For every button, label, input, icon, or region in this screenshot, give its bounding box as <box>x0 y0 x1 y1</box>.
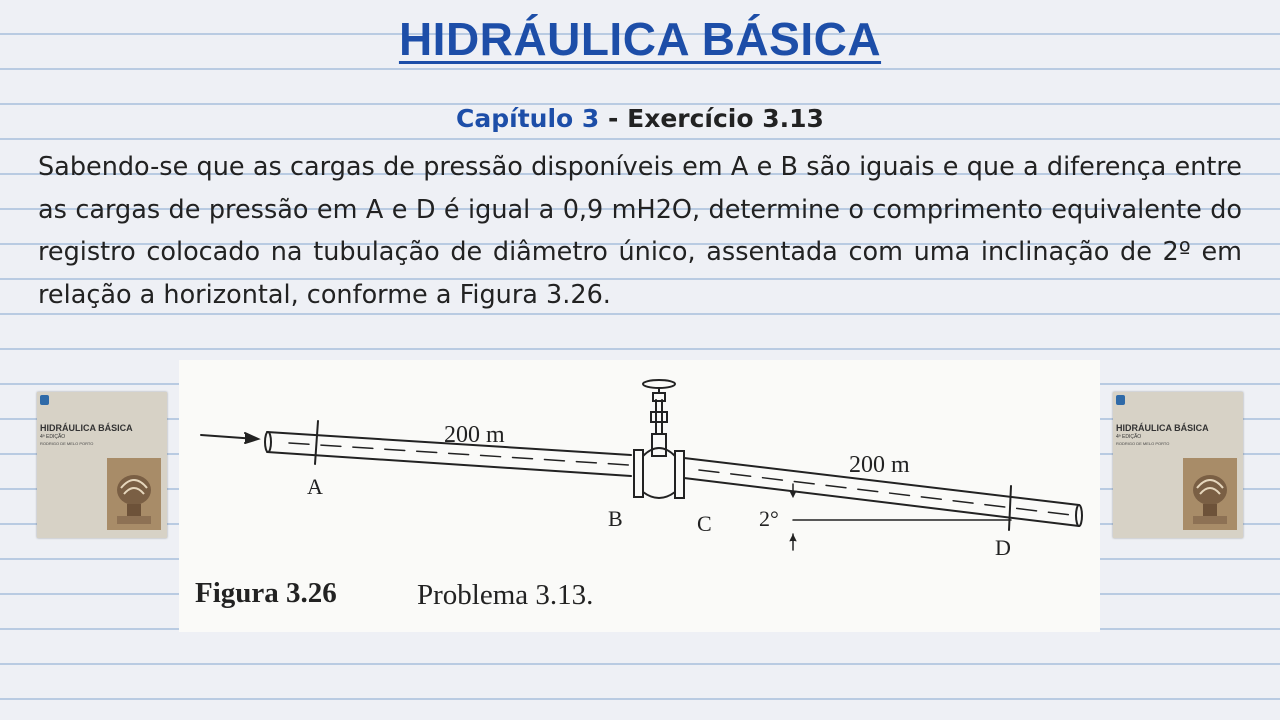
point-d-label: D <box>995 535 1011 560</box>
book-cover-title: HIDRÁULICA BÁSICA <box>1116 423 1209 433</box>
book-cover-left <box>37 392 167 538</box>
point-b-label: B <box>608 506 623 531</box>
book-cover-author: RODRIGO DE MELO PORTO <box>1116 441 1170 446</box>
flange-b <box>634 450 643 497</box>
problem-statement: Sabendo-se que as cargas de pressão disponíveis em A e B são iguais e que a diferença entre as cargas de pressão em A e D é igual a 0,9 mH2O, determine o comprimento equivalente do registro colocado na tubulação de diâmetro único, assentada com uma inclinação de 2º em relação a horizontal, conforme a Figura 3.26. <box>38 152 1242 310</box>
section-d-mark <box>1009 486 1011 530</box>
publisher-logo-icon <box>40 395 49 405</box>
exercise-label: - Exercício 3.13 <box>599 104 824 133</box>
exercise-subtitle <box>0 104 1280 133</box>
book-cover-title: HIDRÁULICA BÁSICA <box>40 423 133 433</box>
book-cover-fountain-image <box>107 458 161 530</box>
section-a-mark <box>315 421 318 464</box>
book-cover-edition: 4ª EDIÇÃO <box>1116 434 1142 440</box>
length-left-label: 200 m <box>444 422 505 448</box>
publisher-logo-icon <box>1116 395 1125 405</box>
arrow-head-icon <box>245 433 258 443</box>
page-title: HIDRÁULICA BÁSICA <box>398 13 882 65</box>
book-cover-author: RODRIGO DE MELO PORTO <box>40 441 94 446</box>
chapter-label: Capítulo 3 <box>456 104 600 133</box>
figure-caption-number: Figura 3.26 <box>195 577 337 609</box>
angle-label: 2° <box>759 506 779 531</box>
point-a-label: A <box>307 474 323 499</box>
figure-caption-problem: Problema 3.13. <box>417 579 594 611</box>
book-cover-right <box>1113 392 1243 538</box>
flange-c <box>675 451 684 498</box>
book-cover-fountain-image <box>1183 458 1237 530</box>
figure-3-26 <box>179 360 1100 632</box>
book-cover-edition: 4ª EDIÇÃO <box>40 434 66 440</box>
length-right-label: 200 m <box>849 452 910 478</box>
gate-valve-icon <box>643 380 675 498</box>
point-c-label: C <box>697 511 712 536</box>
pipe-diagram <box>179 360 1100 632</box>
